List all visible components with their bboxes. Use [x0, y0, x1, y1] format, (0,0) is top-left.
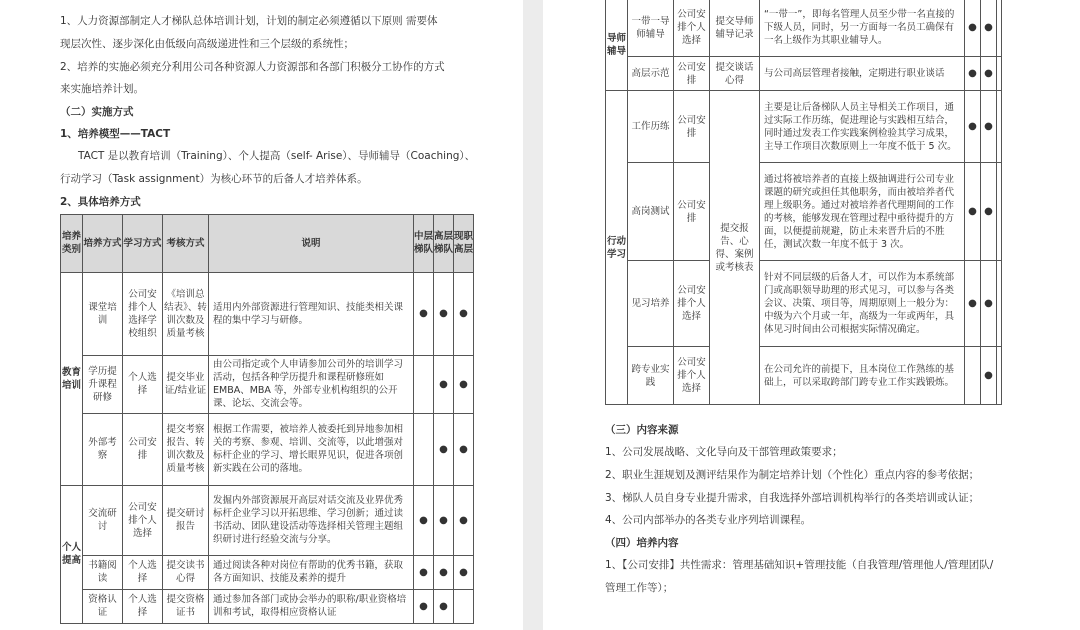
- table-row: [606, 57, 1002, 91]
- method-cell: 高岗测试: [628, 163, 674, 261]
- learn-cell: 公司安排: [674, 91, 710, 163]
- table-row: [61, 272, 474, 355]
- method-cell: 学历提升课程研修: [83, 355, 123, 413]
- table-row: [606, 0, 1002, 57]
- mid-tier-mark: ●: [965, 0, 981, 57]
- header-cell: 中层梯队: [414, 214, 434, 272]
- learn-cell: 公司安排个人选择: [674, 0, 710, 57]
- desc-cell: 适用内外部资源进行管理知识、技能类相关课程的集中学习与研修。: [209, 272, 414, 355]
- section-heading: 1、培养模型——TACT: [60, 128, 171, 141]
- learn-cell: 公司安排个人选择: [123, 485, 163, 555]
- category-cell: 教育培训: [61, 272, 83, 485]
- list-item: 1、【公司安排】共性需求：管理基础知识+管理技能（自我管理/管理他人/管理团队/: [605, 559, 994, 572]
- method-cell: 课堂培训: [83, 272, 123, 355]
- current-exec-mark: ●: [454, 272, 474, 355]
- method-cell: 工作历练: [628, 91, 674, 163]
- desc-cell: 由公司指定或个人申请参加公司外的培训学习活动，包括各种学历提升和课程研修班如 EMBA、MBA 等，外部专业机构组织的公开课、论坛、交流会等。: [209, 355, 414, 413]
- document-page-right: [543, 0, 1080, 630]
- current-exec-mark: ●: [454, 413, 474, 485]
- high-tier-mark: ●: [981, 347, 997, 405]
- table-row: [61, 485, 474, 555]
- current-exec-mark: ●: [454, 485, 474, 555]
- learn-cell: 公司安排: [674, 57, 710, 91]
- high-tier-mark: ●: [434, 485, 454, 555]
- high-tier-mark: ●: [434, 355, 454, 413]
- training-methods-table-continued: [605, 0, 1002, 405]
- desc-cell: 与公司高层管理者接触，定期进行职业谈话: [760, 57, 965, 91]
- learn-cell: 个人选择: [123, 555, 163, 589]
- mid-tier-mark: [414, 355, 434, 413]
- table-row: [61, 355, 474, 413]
- desc-cell: 根据工作需要，被培养人被委托到异地参加相关的考察、参观、培训、交流等，以此增强对标杆企业的学习、增长眼界见识，促进各项创新实践在公司的落地。: [209, 413, 414, 485]
- section-heading: （二）实施方式: [60, 106, 134, 119]
- assess-cell: 提交毕业证/结业证: [163, 355, 209, 413]
- high-tier-mark: ●: [434, 589, 454, 623]
- document-page-left: [0, 0, 523, 630]
- mid-tier-mark: ●: [414, 272, 434, 355]
- table-row: [606, 261, 1002, 347]
- method-cell: 外部考察: [83, 413, 123, 485]
- section-heading: （四）培养内容: [605, 537, 679, 550]
- high-tier-mark: ●: [981, 0, 997, 57]
- method-cell: 交流研讨: [83, 485, 123, 555]
- mid-tier-mark: ●: [965, 261, 981, 347]
- current-exec-mark: [997, 0, 1002, 57]
- desc-cell: 通过将被培养者的直接上级抽调进行公司专业课题的研究或担任其他职务，而由被培养者代理上级职务。通过对被培养者代理期间的工作的考核，能够发现在管理过程中亟待提升的方面，以便提前规避，防止未来晋升后的不胜任，测试次数一年度不低于 3 次。: [760, 163, 965, 261]
- header-cell: 现职高层: [454, 214, 474, 272]
- assess-cell: 《培训总结表》、转训次数及质量考核: [163, 272, 209, 355]
- high-tier-mark: ●: [434, 555, 454, 589]
- mid-tier-mark: ●: [965, 57, 981, 91]
- table-row: [61, 589, 474, 623]
- paragraph: 来实施培养计划。: [60, 83, 144, 96]
- header-cell: 考核方式: [163, 214, 209, 272]
- mid-tier-mark: ●: [965, 91, 981, 163]
- table-row: [606, 91, 1002, 163]
- desc-cell: 针对不同层级的后备人才，可以作为本系统部门或高职领导助理的形式见习，可以参与各类会议、决策、项目等，周期原则上一般分为：中级为六个月或一年，高级为一年或两年，具体见习时间由公司根据实际情况确定。: [760, 261, 965, 347]
- desc-cell: 发掘内外部资源展开高层对话交流及业界优秀标杆企业学习以开拓思维、学习创新；通过读书活动、团队建设活动等选择相关管理主题组织研讨进行经验交流与分享。: [209, 485, 414, 555]
- current-exec-mark: [997, 347, 1002, 405]
- header-cell: 高层梯队: [434, 214, 454, 272]
- current-exec-mark: [997, 91, 1002, 163]
- assess-cell: 提交导师辅导记录: [710, 0, 760, 57]
- table-row: [606, 347, 1002, 405]
- high-tier-mark: ●: [981, 91, 997, 163]
- section-heading: （三）内容来源: [605, 424, 679, 436]
- method-cell: 高层示范: [628, 57, 674, 91]
- assess-cell: 提交谈话心得: [710, 57, 760, 91]
- paragraph: 现层次性、逐步深化由低级向高级递进性和三个层级的系统性；: [60, 37, 354, 50]
- header-cell: 培养方式: [83, 214, 123, 272]
- list-item: 4、公司内部举办的各类专业序列培训课程。: [605, 514, 812, 527]
- high-tier-mark: ●: [981, 163, 997, 261]
- table-row: [61, 555, 474, 589]
- list-item: 2、职业生涯规划及测评结果作为制定培养计划（个性化）重点内容的参考依据；: [605, 468, 980, 481]
- training-methods-table: [60, 214, 474, 624]
- method-cell: 跨专业实践: [628, 347, 674, 405]
- assess-cell: 提交读书心得: [163, 555, 209, 589]
- desc-cell: 在公司允许的前提下，且本岗位工作熟练的基础上，可以采取跨部门跨专业工作实践锻炼。: [760, 347, 965, 405]
- table-row: [606, 163, 1002, 261]
- desc-cell: 主要是让后备梯队人员主导相关工作项目，通过实际工作历练，促进理论与实践相互结合，同时通过发表工作实践案例检验其学习成果，主导工作项目次数原则上一年度不低于 5 次。: [760, 91, 965, 163]
- table-header-row: [61, 214, 474, 272]
- list-item: 管理工作等）；: [605, 581, 674, 594]
- method-cell: 见习培养: [628, 261, 674, 347]
- current-exec-mark: [997, 57, 1002, 91]
- current-exec-mark: ●: [454, 555, 474, 589]
- desc-cell: 通过阅读各种对岗位有帮助的优秀书籍，获取各方面知识、技能及素养的提升: [209, 555, 414, 589]
- current-exec-mark: [454, 589, 474, 623]
- assess-cell: 提交资格证书: [163, 589, 209, 623]
- current-exec-mark: [997, 163, 1002, 261]
- assess-cell: 提交考察报告、转训次数及质量考核: [163, 413, 209, 485]
- mid-tier-mark: ●: [414, 555, 434, 589]
- category-cell: 个人提高: [61, 485, 83, 623]
- learn-cell: 公司安排个人选择学校组织: [123, 272, 163, 355]
- header-cell: 学习方式: [123, 214, 163, 272]
- high-tier-mark: ●: [434, 413, 454, 485]
- list-item: 1、公司发展战略、文化导向及干部管理政策要求；: [605, 446, 843, 458]
- header-cell: 说明: [209, 214, 414, 272]
- paragraph: 1、人力资源部制定人才梯队总体培训计划，计划的制定必须遵循以下原则 需要体: [60, 15, 438, 27]
- paragraph: 行动学习（Task assignment）为核心环节的后备人才培养体系。: [60, 172, 368, 185]
- learn-cell: 个人选择: [123, 355, 163, 413]
- learn-cell: 公司安排个人选择: [674, 347, 710, 405]
- paragraph: TACT 是以教育培训（Training）、个人提高（self- Arise）、导师辅导（Coaching）、: [78, 150, 476, 163]
- table-row: [61, 413, 474, 485]
- section-heading: 2、具体培养方式: [60, 195, 141, 208]
- mid-tier-mark: ●: [414, 589, 434, 623]
- assess-cell: 提交报告、心得、案例或考核表: [710, 91, 760, 405]
- mid-tier-mark: ●: [414, 485, 434, 555]
- desc-cell: 通过参加各部门或协会举办的职称/职业资格培训和考试，取得相应资格认证: [209, 589, 414, 623]
- current-exec-mark: [997, 261, 1002, 347]
- learn-cell: 个人选择: [123, 589, 163, 623]
- content-source-section: [605, 419, 1044, 600]
- mid-tier-mark: [965, 347, 981, 405]
- method-cell: 一带一导师辅导: [628, 0, 674, 57]
- high-tier-mark: ●: [981, 57, 997, 91]
- paragraph: 2、培养的实施必须充分利用公司各种资源人力资源部和各部门积极分工协作的方式: [60, 60, 445, 73]
- current-exec-mark: ●: [454, 355, 474, 413]
- category-cell: 导师辅导: [606, 0, 628, 91]
- mid-tier-mark: [414, 413, 434, 485]
- assess-cell: 提交研讨报告: [163, 485, 209, 555]
- method-cell: 资格认证: [83, 589, 123, 623]
- category-cell: 行动学习: [606, 91, 628, 405]
- learn-cell: 公司安排: [674, 163, 710, 261]
- learn-cell: 公司安排: [123, 413, 163, 485]
- method-cell: 书籍阅读: [83, 555, 123, 589]
- learn-cell: 公司安排个人选择: [674, 261, 710, 347]
- header-cell: 培养类别: [61, 214, 83, 272]
- high-tier-mark: ●: [434, 272, 454, 355]
- mid-tier-mark: ●: [965, 163, 981, 261]
- list-item: 3、梯队人员自身专业提升需求，自我选择外部培训机构举行的各类培训或认证；: [605, 491, 980, 504]
- desc-cell: “一带一”，即每名管理人员至少带一名直接的下级人员，同时，另一方面每一名员工确保有一名上级作为其职业辅导人。: [760, 0, 965, 57]
- high-tier-mark: ●: [981, 261, 997, 347]
